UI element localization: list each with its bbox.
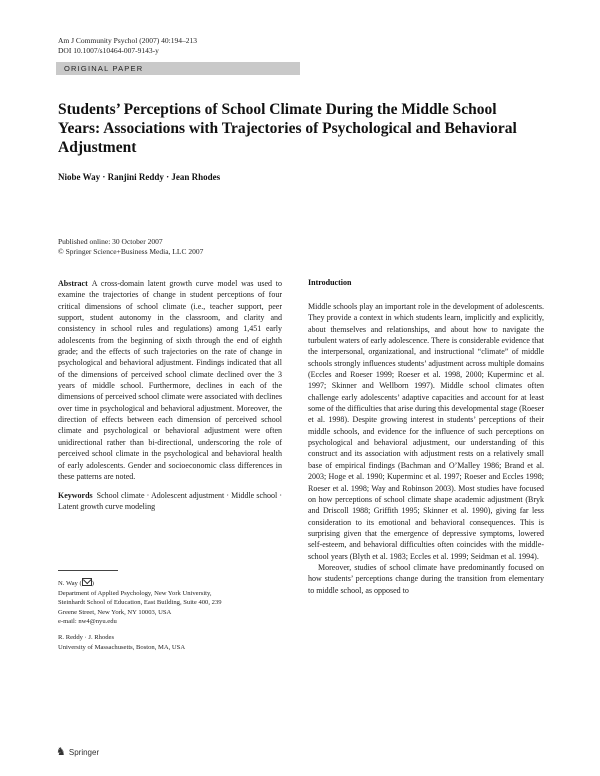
author1-line: Greene Street, New York, NY 10003, USA <box>58 608 172 616</box>
article-type-banner: ORIGINAL PAPER <box>56 62 300 75</box>
abstract <box>58 278 282 482</box>
publisher-name: Springer <box>68 747 100 757</box>
page-footer <box>56 747 99 757</box>
author-list: Niobe Way · Ranjini Reddy · Jean Rhodes <box>58 172 221 182</box>
springer-horse-icon: ♞ <box>56 746 66 758</box>
intro-paragraph-1: Middle schools play an important role in the development of adolescents. They provide a context in which students learn, implicitly and explicitly, about themselves and relationships, and about how to navigate the turbulent waters of early adolescence. There is considerable evidence that the interpersonal, organizational, and instructional “climate” of middle schools strongly influences students’ adjustment across multiple domains (Eccles and Roeser 1999; Roeser et al. 1998, 2000; Kuperminc et al. 1997; Skinner and Wellborn 1997). Middle school climates often challenge early adolescents’ adaptive capacities and account for at least some of the difficulties that arise during this developmental stage (Roeser et al. 1998). Despite growing interest in students’ perceptions of their middle schools, and evidence for the influence of such perceptions on psychological and behavioral adjustment, our understanding of this construct and its association with adjustment rests on a relatively small base of empirical findings (Bachman and O’Malley 1986; Brand et al. 2003; Hoge et al. 1990; Kuperminc et al. 1997; Roeser and Eccles 1998; Roeser et al. 1998; Way and Robinson 2003). Most studies have focused on how perceptions of school climate shape academic adjustment (Bryk and Driscoll 1988; Griffith 1995; Skinner et al. 1990), giving far less consideration to its emotional and behavioral consequences. This is surprising given that the emergence of depressive symptoms, lowered self-esteem, and behavioral difficulties often coincides with the middle-school years (Blyth et al. 1983; Eccles et al. 1999; Seidman et al. 1994). <box>308 302 544 561</box>
section-heading-introduction: Introduction <box>308 278 352 287</box>
author1-line: Department of Applied Psychology, New York University, <box>58 589 212 597</box>
author1-email[interactable]: e-mail: nw4@nyu.edu <box>58 618 117 626</box>
copyright-line: © Springer Science+Business Media, LLC 2007 <box>58 247 204 256</box>
author1-line: Steinhardt School of Education, East Building, Suite 400, 239 <box>58 599 222 607</box>
abstract-text: A cross-domain latent growth curve model was used to examine the trajectories of change in student perceptions of four critical dimensions of school climate (i.e., teacher support, peer support, student autonomy in the classroom, and clarity and consistency in school rules and regulations) among 1,451 early adolescents from the beginning of sixth through the end of eighth grade; and the effects of such trajectories on the rate of change in psychological and behavioral adjustment. Findings indicated that all of the dimensions of perceived school climate declined over the 3 years of middle school. Furthermore, declines in each of the dimensions of perceived school climate were associated with declines over time in psychological and behavioral adjustment. Moreover, the direction of effects between each dimension of perceived school climate and psychological or behavioral adjustment were often unidirectional rather than bi-directional, underscoring the role of perceived school climate in the psychological and behavioral health of early adolescents. Gender and socioeconomic class differences in these patterns are noted. <box>58 279 282 481</box>
author2-line: University of Massachusetts, Boston, MA, USA <box>58 643 186 651</box>
published-date: Published online: 30 October 2007 <box>58 237 163 246</box>
envelope-icon <box>82 578 92 586</box>
publication-info <box>58 237 203 257</box>
left-column <box>58 278 282 512</box>
keywords <box>58 490 282 512</box>
keywords-text: School climate · Adolescent adjustment · Middle school · Latent growth curve modeling <box>58 491 282 512</box>
right-column <box>308 278 544 596</box>
journal-info <box>58 36 197 56</box>
journal-citation: Am J Community Psychol (2007) 40:194–213 <box>58 36 197 45</box>
author1-name <box>58 578 288 589</box>
abstract-label: Abstract <box>58 279 88 288</box>
author2-name: R. Reddy · J. Rhodes <box>58 633 115 641</box>
affiliations <box>58 578 288 652</box>
paper-title: Students’ Perceptions of School Climate During the Middle School Years: Associations with Trajectories of Psychological and Behavioral Adjustment <box>58 101 517 156</box>
intro-paragraph-2-text: Moreover, studies of school climate have predominantly focused on how students’ perceptions change during the transition from elementary to middle school, as opposed to <box>308 562 544 595</box>
author1-name-text: N. Way ( <box>58 580 82 587</box>
intro-paragraph-2 <box>308 562 544 596</box>
keywords-label: Keywords <box>58 491 93 501</box>
journal-doi: DOI 10.1007/s10464-007-9143-y <box>58 46 159 55</box>
affiliation-divider <box>58 570 118 571</box>
author1-name-end: ) <box>91 580 94 587</box>
